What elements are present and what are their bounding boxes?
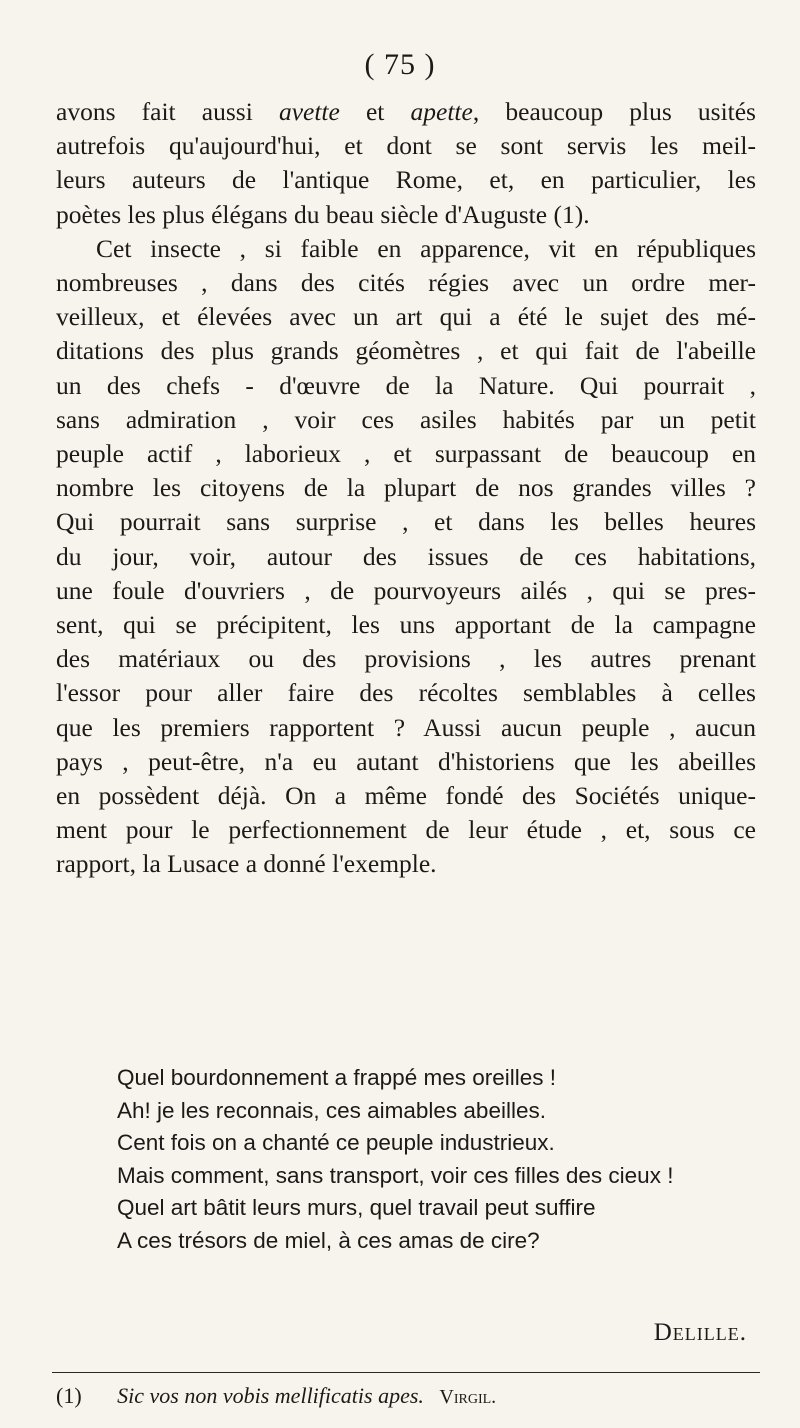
paragraph-2-line: Cet insecte , si faible en apparence, vit en républiques	[96, 233, 756, 263]
paragraph-2-line: du jour, voir, autour des issues de ces habitations,	[56, 541, 756, 571]
paragraph-2	[56, 232, 756, 882]
paragraph-2-line: peuple actif , laborieux , et surpassant de beaucoup en	[56, 439, 756, 469]
footnote-divider	[52, 1372, 760, 1373]
italic-term: apette	[410, 97, 473, 126]
paragraph-1-line	[56, 95, 756, 129]
paragraph-2-line: que les premiers rapportent ? Aussi aucun peuple , aucun	[56, 712, 756, 742]
paragraph-2-line: l'essor pour aller faire des récoltes semblables à celles	[56, 678, 756, 708]
paragraph-2-line: un des chefs - d'œuvre de la Nature. Qui pourrait ,	[56, 370, 756, 400]
italic-term: avette	[278, 97, 340, 126]
paragraph-2-line: nombre les citoyens de la plupart de nos grandes villes ?	[56, 473, 756, 503]
footnote-marker: (1)	[56, 1383, 82, 1408]
paragraph-1-line: autrefois qu'aujourd'hui, et dont se sont servis les meil-	[56, 131, 756, 161]
text-run: et	[365, 97, 385, 126]
paragraph-2-line: des matériaux ou des provisions , les autres prenant	[56, 644, 756, 674]
text-run: avons fait aussi	[56, 97, 253, 126]
poem-line: Cent fois on a chanté ce peuple industrieux.	[117, 1130, 555, 1155]
poem-line: Mais comment, sans transport, voir ces filles des cieux !	[117, 1162, 674, 1188]
poem-line: A ces trésors de miel, à ces amas de cire?	[117, 1227, 540, 1253]
paragraph-2-line: sent, qui se précipitent, les uns apportant de la campagne	[56, 610, 756, 640]
poem-line: Quel art bâtit leurs murs, quel travail peut suffire	[117, 1195, 596, 1220]
paragraph-2-line: ment pour le perfectionnement de leur étude , et, sous ce	[56, 815, 756, 845]
paragraph-2-line: Qui pourrait sans surprise , et dans les belles heures	[56, 507, 756, 537]
paragraph-1	[56, 95, 756, 232]
paragraph-1-line: poètes les plus élégans du beau siècle d'Auguste (1).	[56, 199, 590, 229]
poem-quotation	[117, 1062, 757, 1257]
paragraph-2-line: rapport, la Lusace a donné l'exemple.	[56, 849, 437, 879]
footnote-author: Virgil.	[439, 1386, 497, 1408]
footnote	[56, 1383, 756, 1409]
paragraph-2-line: sans admiration , voir ces asiles habités par un petit	[56, 404, 756, 434]
paragraph-2-line: nombreuses , dans des cités régies avec un ordre mer-	[56, 268, 756, 298]
paragraph-2-line: pays , peut-être, n'a eu autant d'historiens que les abeilles	[56, 746, 756, 776]
page-number: ( 75 )	[364, 48, 436, 81]
paragraph-2-line: ditations des plus grands géomètres , et qui fait de l'abeille	[56, 336, 756, 366]
poem-attribution: Delille.	[653, 1319, 747, 1346]
poem-line: Quel bourdonnement a frappé mes oreilles !	[117, 1065, 557, 1090]
body-text	[56, 95, 756, 882]
text-run: , beaucoup plus usités	[472, 97, 756, 126]
paragraph-2-line: veilleux, et élevées avec un art qui a été le sujet des mé-	[56, 302, 756, 332]
paragraph-1-line: leurs auteurs de l'antique Rome, et, en particulier, les	[56, 165, 756, 195]
paragraph-2-line: en possèdent déjà. On a même fondé des Sociétés unique-	[56, 781, 756, 811]
paragraph-2-line: une foule d'ouvriers , de pourvoyeurs ailés , qui se pres-	[56, 575, 756, 605]
footnote-quotation: Sic vos non vobis mellificatis apes.	[117, 1383, 424, 1408]
poem-line: Ah! je les reconnais, ces aimables abeilles.	[117, 1097, 546, 1123]
